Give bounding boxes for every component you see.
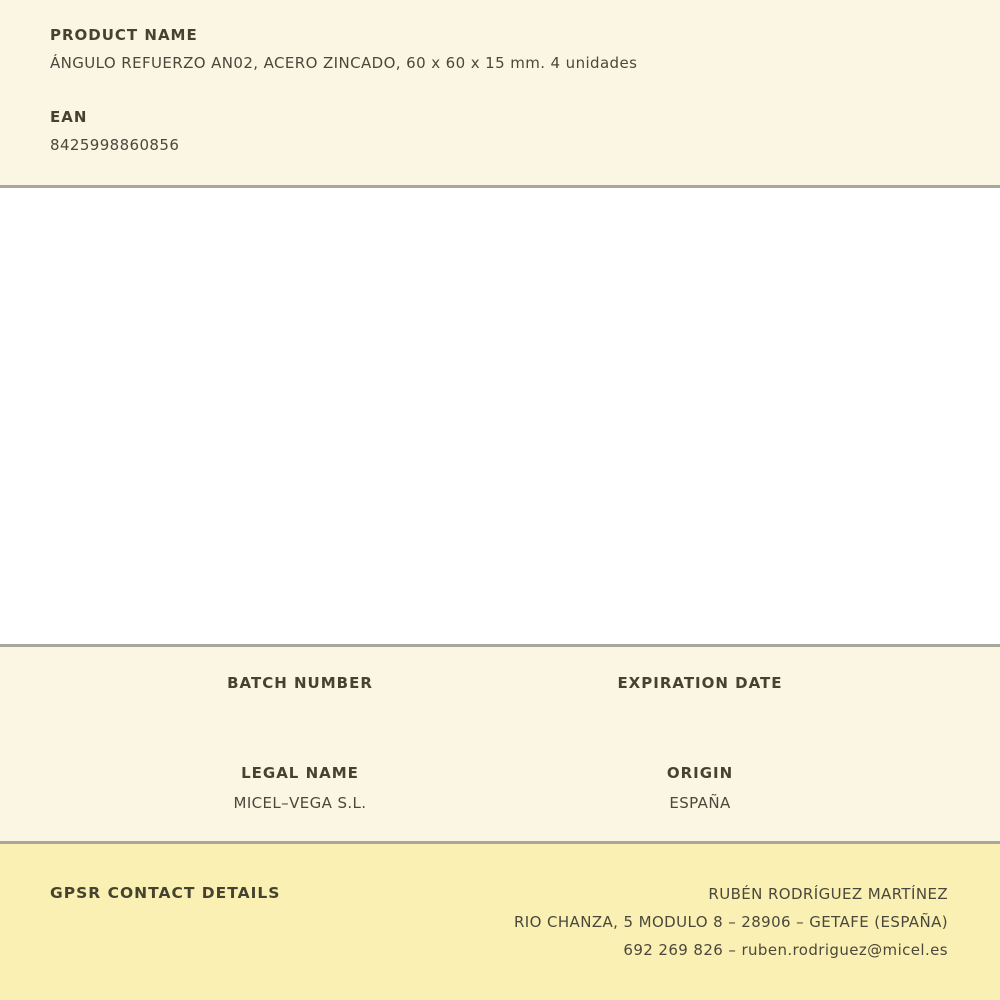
ean-field	[50, 107, 950, 155]
expiration-date-label: EXPIRATION DATE	[617, 674, 783, 692]
legal-name-field	[100, 763, 500, 813]
product-name-label: PRODUCT NAME	[50, 26, 198, 44]
legal-origin-row	[100, 763, 900, 813]
gpsr-contact-label: GPSR CONTACT DETAILS	[50, 884, 281, 902]
product-name-field	[50, 25, 950, 73]
batch-number-field	[100, 673, 500, 723]
gpsr-contact-person: RUBÉN RODRÍGUEZ MARTÍNEZ	[708, 885, 948, 903]
origin-field	[500, 763, 900, 813]
origin-label: ORIGIN	[666, 764, 734, 782]
legal-name-value: MICEL–VEGA S.L.	[233, 794, 367, 812]
traceability-section	[0, 647, 1000, 841]
expiration-date-field	[500, 673, 900, 723]
gpsr-contact-lines	[280, 880, 948, 964]
product-info-section	[0, 0, 1000, 185]
batch-number-label: BATCH NUMBER	[227, 674, 373, 692]
origin-value: ESPAÑA	[669, 794, 731, 812]
batch-expiration-row	[100, 673, 900, 723]
ean-value: 8425998860856	[50, 136, 180, 154]
legal-name-label: LEGAL NAME	[241, 764, 359, 782]
product-name-value: ÁNGULO REFUERZO AN02, ACERO ZINCADO, 60 x 60 x 15 mm. 4 unidades	[50, 54, 638, 72]
gpsr-contact-address: RIO CHANZA, 5 MODULO 8 – 28906 – GETAFE (ESPAÑA)	[513, 913, 948, 931]
gpsr-contact-phone-email: 692 269 826 – ruben.rodriguez@micel.es	[623, 941, 948, 959]
expiration-date-value	[500, 703, 900, 723]
blank-image-area	[0, 188, 1000, 644]
batch-number-value	[100, 703, 500, 723]
gpsr-contact-section	[0, 844, 1000, 1000]
ean-label: EAN	[50, 108, 88, 126]
